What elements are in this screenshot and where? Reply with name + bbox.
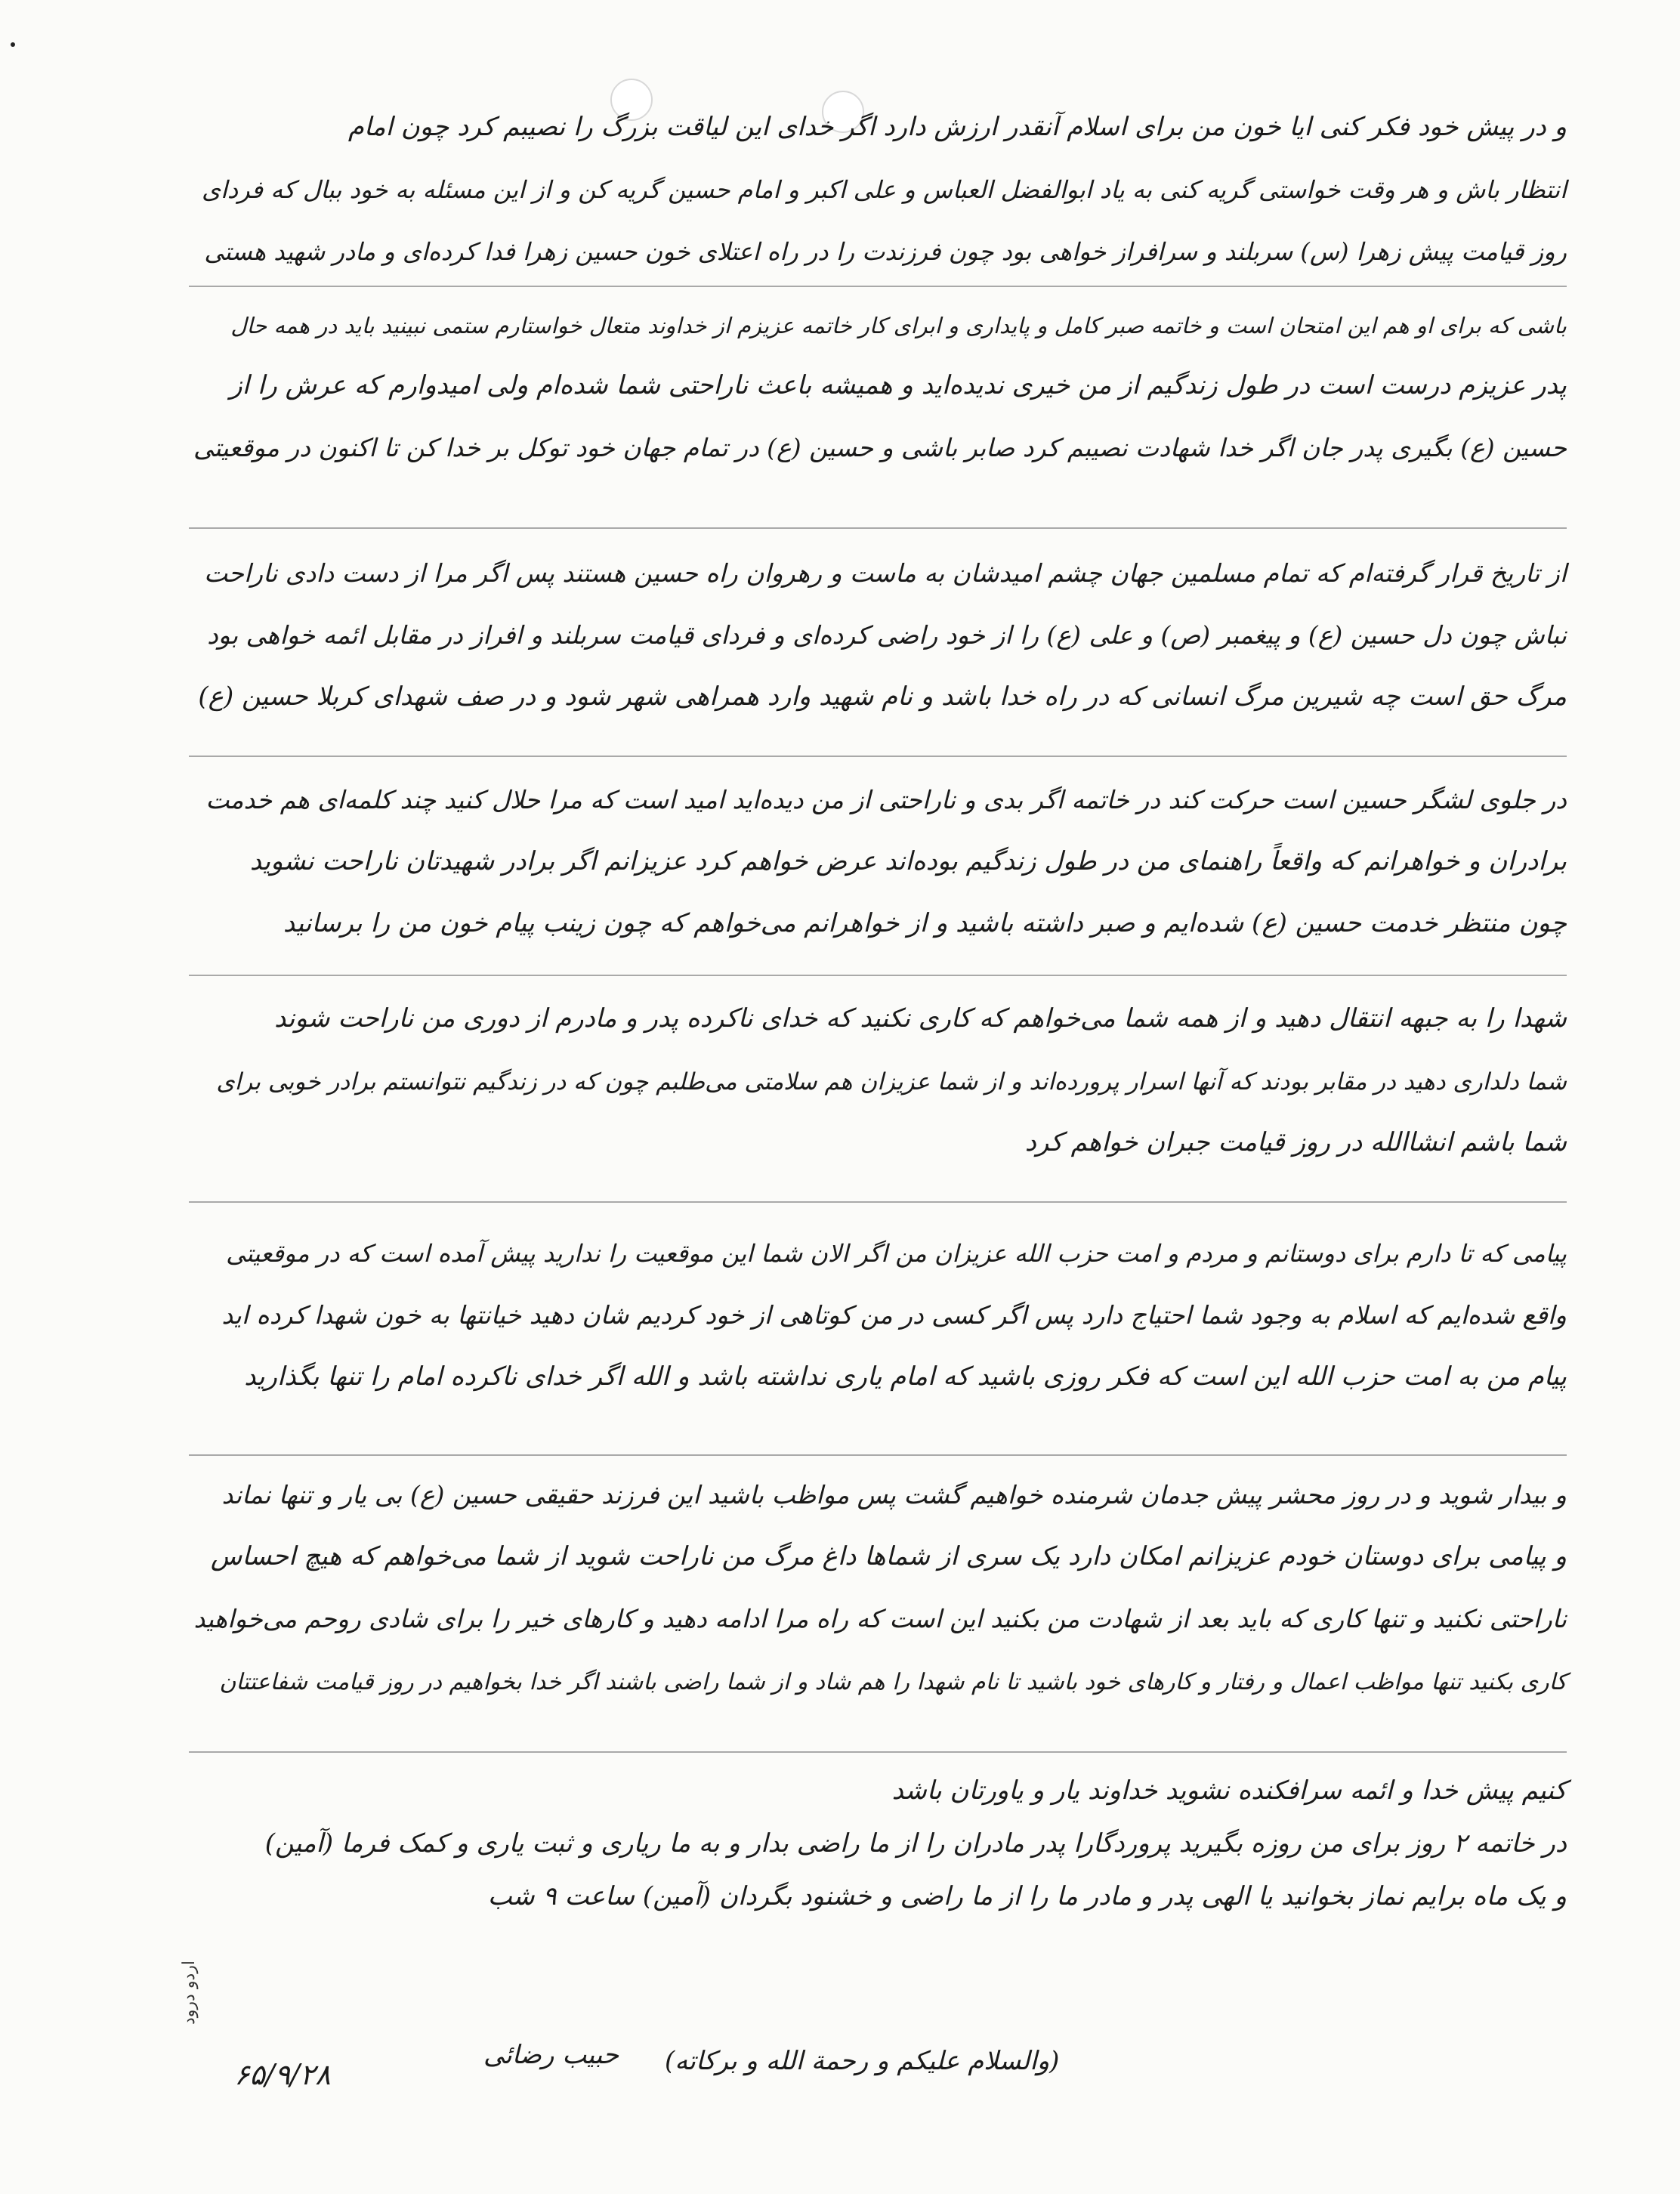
handwritten-line: شهدا را به جبهه انتقال دهید و از همه شما می‌خواهم که کاری نکنید که خدای ناکرده پدر و مادرم از دوری من ناراحت شوند	[274, 1003, 1567, 1034]
handwritten-line: از تاریخ قرار گرفته‌ام که تمام مسلمین جهان چشم امیدشان به ماست و رهروان راه حسین هستند پس اگر مرا از دست دادی ناراحت	[204, 558, 1567, 588]
handwritten-line: برادران و خواهرانم که واقعاً راهنمای من در طول زندگیم بوده‌اند عرض خواهم کرد عزیزانم اگر برادر شهیدتان ناراحت نشوید	[249, 846, 1567, 876]
handwritten-line: نباش چون دل حسین (ع) و پیغمبر (ص) و علی (ع) را از خود راضی کرده‌ای و فردای قیامت سربلند و افراز در مقابل ائمه خواهی بود	[207, 620, 1567, 650]
handwritten-line: انتظار باش و هر وقت خواستی گریه کنی به یاد ابوالفضل العباس و علی اکبر و امام حسین گریه کن و از این مسئله به خود ببال که فردای	[201, 175, 1567, 204]
paragraph-divider	[189, 1201, 1567, 1203]
letter-paragraph	[189, 982, 1567, 1168]
handwritten-line: و پیامی برای دوستان خودم عزیزانم امکان دارد یک سری از شماها داغ مرگ من ناراحت شوید از شما می‌خواهم که هیچ احساس	[210, 1541, 1567, 1571]
margin-note: اردو درود	[180, 1961, 199, 2025]
scan-speck	[11, 42, 15, 47]
signature: حبیب رضائی	[483, 2040, 619, 2070]
handwritten-line: چون منتظر خدمت حسین (ع) شده‌ایم و صبر داشته باشید و از خواهرانم می‌خواهم که چون زینب پیام خون من را برسانید	[283, 908, 1567, 938]
handwritten-line: پیام من به امت حزب الله این است که فکر روزی باشید که امام یاری نداشته باشد و الله اگر خدای ناکرده امام را تنها بگذارید	[244, 1361, 1567, 1392]
handwritten-line: واقع شده‌ایم که اسلام به وجود شما احتیاج دارد پس اگر کسی در من کوتاهی از خود کردیم شان دهید خیانتها به خون شهدا کرده اید	[221, 1300, 1567, 1330]
handwritten-line: پیامی که تا دارم برای دوستانم و مردم و امت حزب الله عزیزان من اگر الان شما این موقعیت را ندارید پیش آمده است که در موقعیتی	[226, 1239, 1567, 1268]
handwritten-line: کنیم پیش خدا و ائمه سرافکنده نشوید خداوند یار و یاورتان باشد	[891, 1775, 1567, 1806]
paragraph-divider	[189, 975, 1567, 976]
handwritten-line: شما دلداری دهید در مقابر بودند که آنها اسرار پرورده‌اند و از شما عزیزان هم سلامتی می‌طلبم چون که در زندگیم نتوانستم برادر خوبی برای	[216, 1068, 1567, 1095]
paragraph-divider	[189, 527, 1567, 529]
letter-paragraph	[189, 91, 1567, 277]
salutation: (والسلام علیکم و رحمة الله و برکاته)	[665, 2046, 1060, 2076]
letter-paragraph	[189, 1216, 1567, 1402]
paragraph-divider	[189, 1454, 1567, 1456]
handwritten-line: روز قیامت پیش زهرا (س) سربلند و سرافراز خواهی بود چون فرزندت را در راه اعتلای خون حسین زهرا فدا کرده‌ای و مادر شهید هستی	[204, 237, 1567, 266]
handwritten-line: شما باشم انشاالله در روز قیامت جبران خواهم کرد	[1024, 1127, 1567, 1157]
handwritten-line: در خاتمه ۲ روز برای من روزه بگیرید پروردگارا پدر مادران را از ما راضی بدار و به ما ریاری و ثبت یاری و کمک فرما (آمین)	[264, 1828, 1567, 1859]
letter-paragraph	[189, 536, 1567, 722]
handwritten-line: ناراحتی نکنید و تنها کاری که باید بعد از شهادت من بکنید این است که راه مرا ادامه دهید و کارهای خیر را برای شادی روحم می‌خواهید	[193, 1604, 1567, 1633]
letter-date: ۶۵/۹/۲۸	[234, 2058, 331, 2091]
paragraph-divider	[189, 1751, 1567, 1753]
handwritten-line: و در پیش خود فکر کنی ایا خون من برای اسلام آنقدر ارزش دارد اگر خدای این لیاقت بزرگ را نصیبم کرد چون امام	[347, 112, 1567, 142]
letter-closing	[189, 1754, 1567, 1922]
handwritten-line: باشی که برای او هم این امتحان است و خاتمه صبر کامل و پایداری و ابرای کار خاتمه عزیزم از خداوند متعال خواستارم ستمی نبینید باید در همه حال	[230, 313, 1567, 338]
letter-paragraph	[189, 287, 1567, 473]
handwritten-line: مرگ حق است چه شیرین مرگ انسانی که در راه خدا باشد و نام شهید وارد همراهی شهر شود و در صف شهدای کربلا حسین (ع)	[198, 681, 1567, 712]
handwritten-line: در جلوی لشگر حسین است حرکت کند در خاتمه اگر بدی و ناراحتی از من دیده‌اید امید است که مرا حلال کنید چند کلمه‌ای هم خدمت	[205, 785, 1567, 814]
letter-paragraph	[189, 1458, 1567, 1706]
handwritten-line: حسین (ع) بگیری پدر جان اگر خدا شهادت نصیبم کرد صابر باشی و حسین (ع) در تمام جهان خود توکل بر خدا کن تا اکنون در موقعیتی	[193, 433, 1567, 462]
handwritten-line: پدر عزیزم درست است در طول زندگیم از من خیری ندیده‌اید و همیشه باعث ناراحتی شما شده‌ام ولی امیدوارم که عرش را از	[230, 370, 1567, 400]
handwritten-line: کاری بکنید تنها مواظب اعمال و رفتار و کارهای خود باشید تا نام شهدا را هم شاد و از شما راضی باشند اگر خدا بخواهیم در روز قیامت شفاعتتان	[219, 1669, 1567, 1695]
handwritten-line: و یک ماه برایم نماز بخوانید یا الهی پدر و مادر ما را از ما راضی و خشنود بگردان (آمین) ساعت ۹ شب	[487, 1881, 1567, 1911]
paragraph-divider	[189, 756, 1567, 757]
handwritten-line: و بیدار شوید و در روز محشر پیش جدمان شرمنده خواهیم گشت پس مواظب باشید این فرزند حقیقی حسین (ع) بی یار و تنها نماند	[221, 1480, 1567, 1510]
letter-paragraph	[189, 763, 1567, 949]
